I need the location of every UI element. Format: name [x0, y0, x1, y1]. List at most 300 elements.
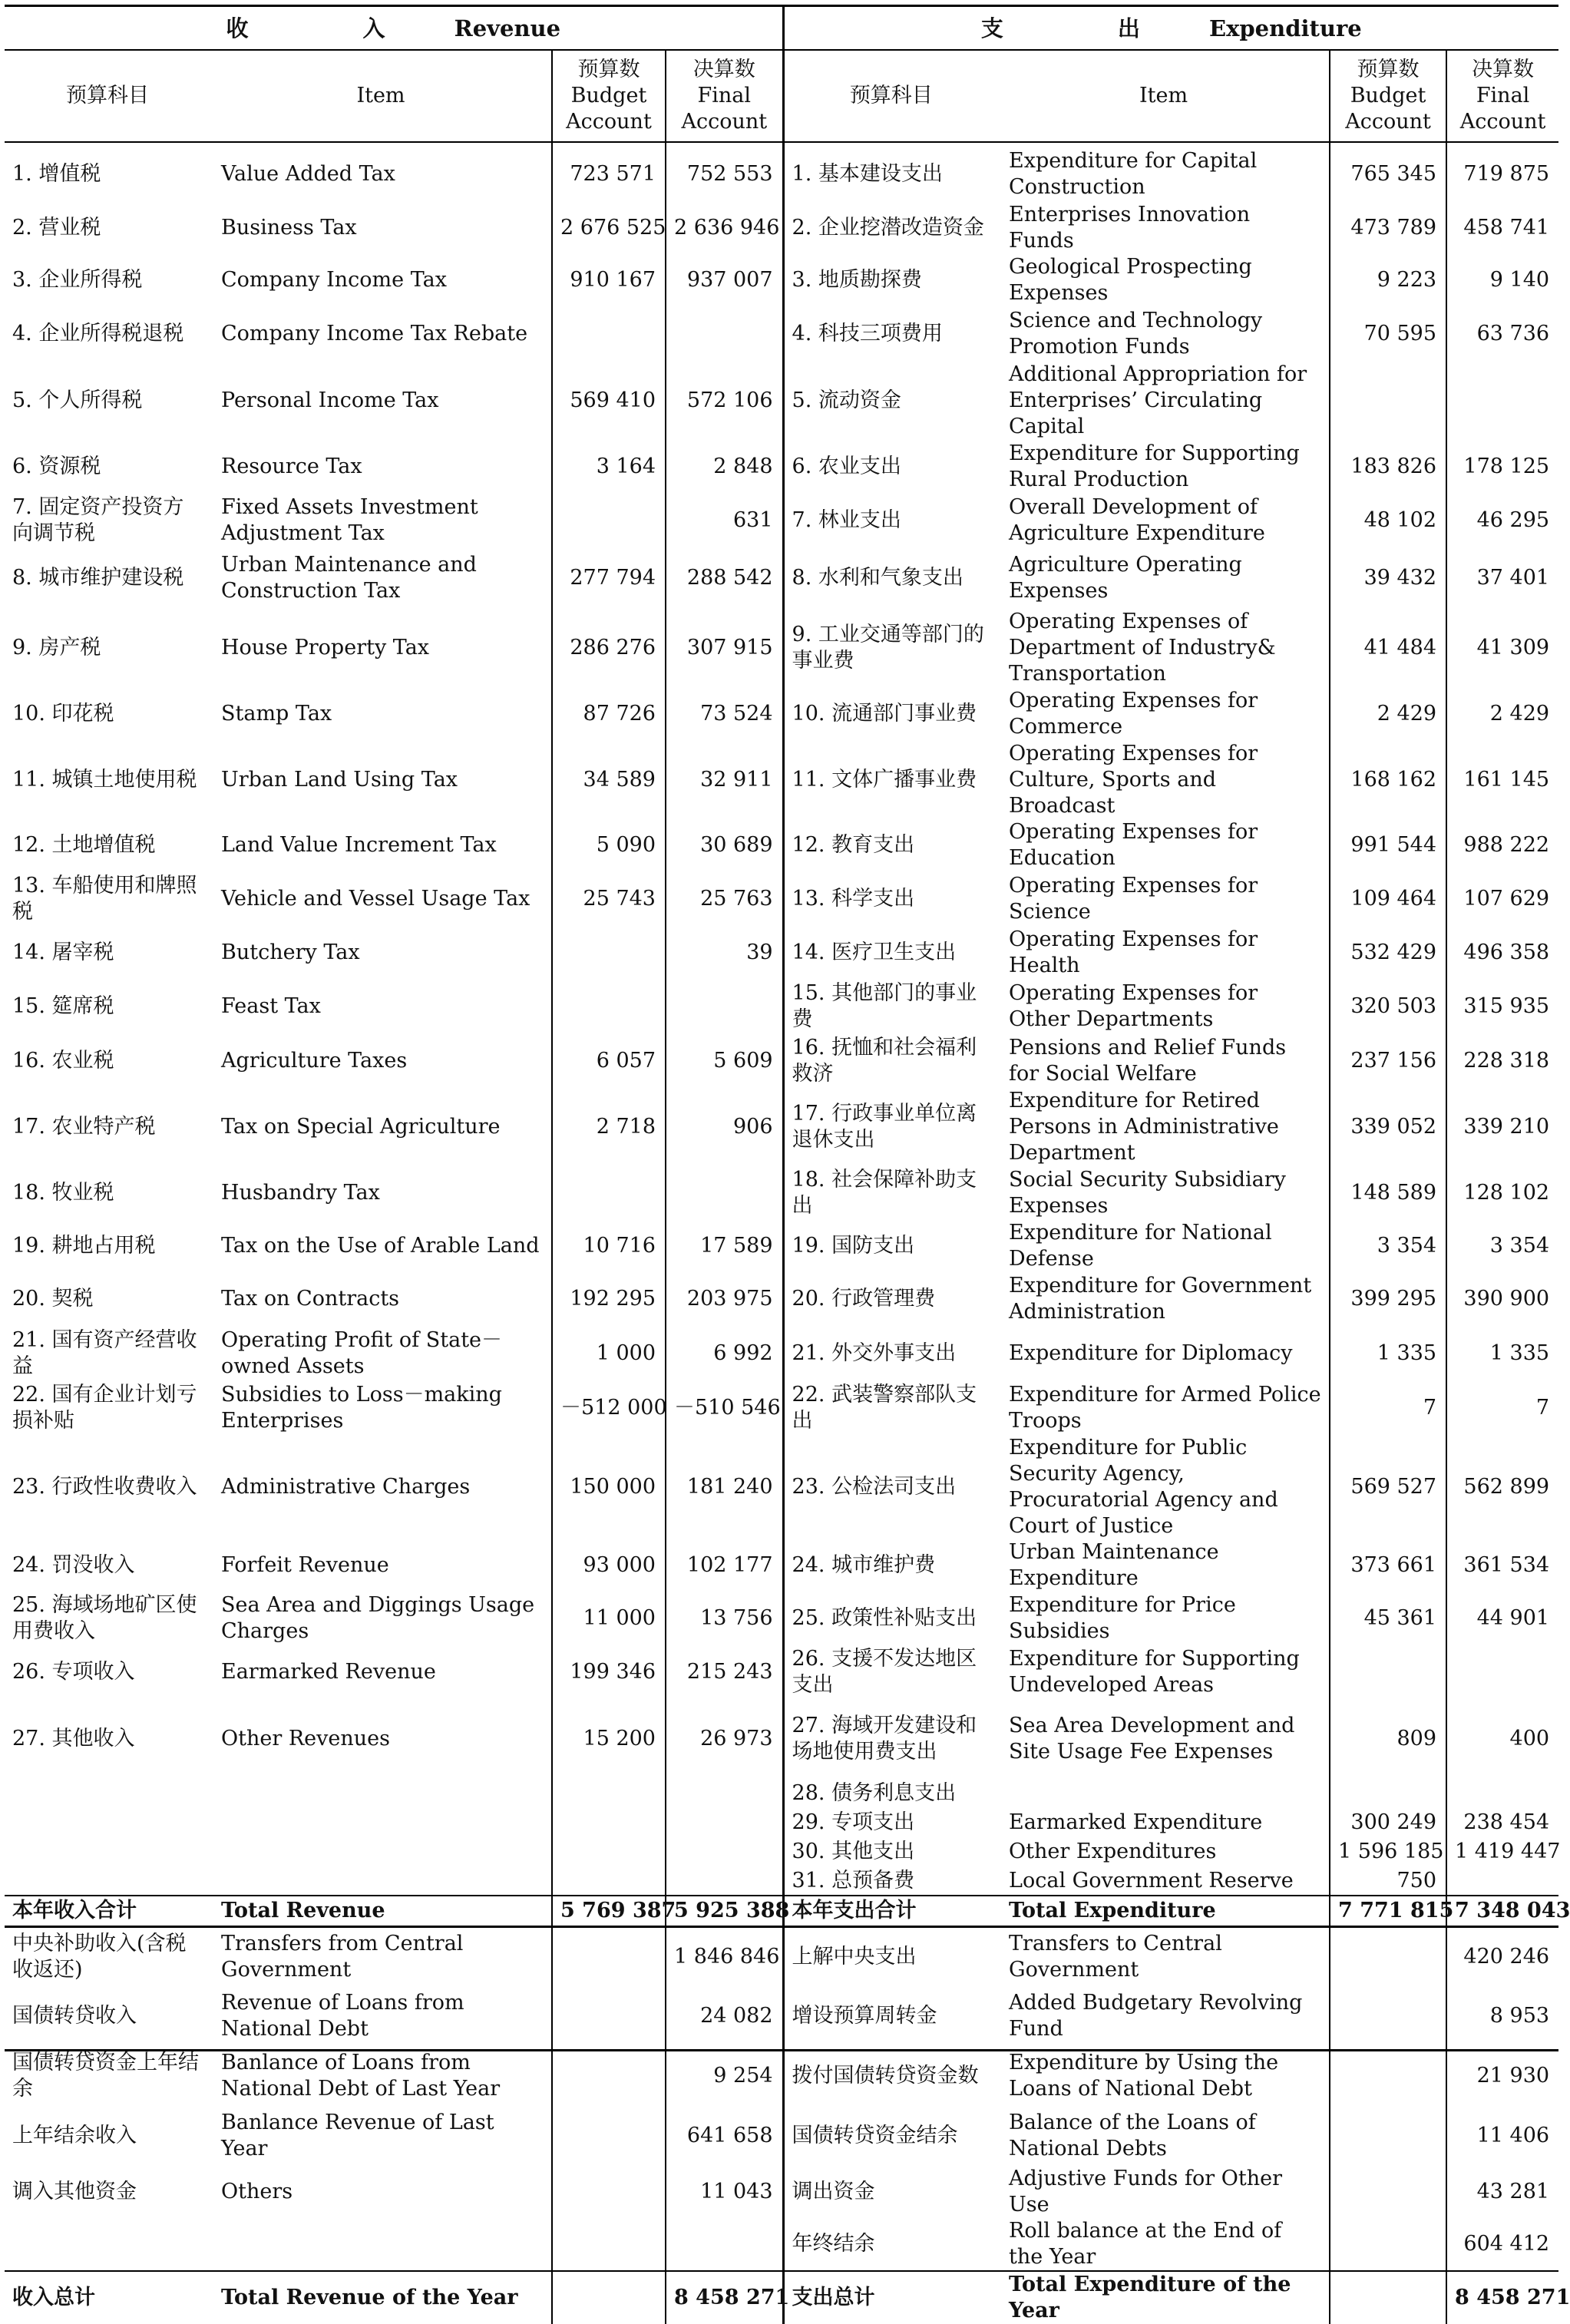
expenditure-subject: 27. 海域开发建设和场地使用费支出 [783, 1699, 998, 1779]
transfer-expenditure-budget [1330, 1986, 1446, 2046]
table-row [5, 1088, 1558, 1166]
expenditure-item: Pensions and Relief Funds for Social Welfare [1009, 1036, 1287, 1086]
expenditure-final: 361 534 [1446, 1539, 1558, 1592]
grand-expenditure-subject: 支出总计 [783, 2271, 998, 2324]
revenue-budget: 87 726 [552, 687, 666, 741]
expenditure-budget: 3 354 [1330, 1220, 1446, 1272]
grand-revenue-subject: 收入总计 [5, 2271, 210, 2324]
revenue-item: Resource Tax [221, 455, 362, 478]
revenue-budget [552, 1166, 666, 1220]
revenue-budget: 2 676 525 [552, 202, 666, 254]
expenditure-final: 2 429 [1446, 687, 1558, 741]
expenditure-budget: 373 661 [1330, 1539, 1446, 1592]
expenditure-final: 1 335 [1446, 1326, 1558, 1381]
expenditure-subject: 21. 外交外事支出 [783, 1326, 998, 1381]
revenue-item: Company Income Tax [221, 268, 447, 292]
revenue-subject: 21. 国有资产经营收益 [12, 1328, 197, 1378]
expenditure-item: Expenditure for Government Administration [1009, 1274, 1312, 1324]
revenue-subject [5, 1837, 210, 1866]
transfer-expenditure-budget [1330, 2166, 1446, 2218]
revenue-final [666, 1866, 783, 1896]
revenue-budget: 569 410 [552, 362, 666, 440]
expenditure-subject: 3. 地质勘探费 [783, 254, 998, 306]
expenditure-final: 41 309 [1446, 609, 1558, 687]
expenditure-subject: 6. 农业支出 [783, 440, 998, 494]
expenditure-final: 46 295 [1446, 494, 1558, 547]
table-body [5, 142, 1570, 2324]
revenue-final: －510 546 [666, 1381, 783, 1435]
table-row [5, 1272, 1558, 1326]
revenue-final [666, 1808, 783, 1837]
transfer-expenditure-final: 11 406 [1446, 2106, 1558, 2166]
col-final-cn: 决算数 [1472, 58, 1535, 81]
revenue-final: 26 973 [666, 1699, 783, 1779]
transfer-expenditure-item: Roll balance at the End of the Year [1009, 2219, 1282, 2269]
expenditure-budget: 45 361 [1330, 1592, 1446, 1645]
table-row [5, 687, 1558, 741]
expenditure-budget: 2 429 [1330, 687, 1446, 741]
transfer-revenue-item [210, 2218, 552, 2271]
expenditure-subject: 13. 科学支出 [783, 871, 998, 927]
expenditure-subject: 10. 流通部门事业费 [783, 687, 998, 741]
revenue-item: Company Income Tax Rebate [221, 322, 528, 345]
section-header-row [5, 7, 1558, 50]
table-row [5, 1539, 1558, 1592]
grand-revenue-budget [552, 2271, 666, 2324]
expenditure-final: 496 358 [1446, 927, 1558, 979]
revenue-item: Administrative Charges [221, 1475, 471, 1499]
table-row [5, 1779, 1558, 1808]
revenue-budget: 1 000 [552, 1326, 666, 1381]
transfer-expenditure-item: Expenditure by Using the Loans of National Debt [1009, 2051, 1279, 2101]
expenditure-budget [1330, 362, 1446, 440]
revenue-budget: 3 164 [552, 440, 666, 494]
revenue-budget: 277 794 [552, 547, 666, 609]
revenue-budget: 199 346 [552, 1645, 666, 1699]
revenue-item: Feast Tax [221, 994, 321, 1018]
expenditure-item: Operating Expenses of Department of Industry& Transportation [1009, 610, 1276, 686]
expenditure-item [998, 1779, 1330, 1808]
revenue-final [666, 306, 783, 362]
grand-expenditure-item: Total Expenditure of the Year [998, 2271, 1330, 2324]
expenditure-final: 339 210 [1446, 1088, 1558, 1166]
expenditure-final: 44 901 [1446, 1592, 1558, 1645]
expenditure-item: Expenditure for Diplomacy [1009, 1341, 1293, 1365]
expenditure-item: Local Government Reserve [1009, 1868, 1294, 1893]
table-row [5, 202, 1558, 254]
revenue-final [666, 1779, 783, 1808]
expenditure-final [1446, 362, 1558, 440]
expenditure-budget: 7 [1330, 1381, 1446, 1435]
transfer-expenditure-item: Added Budgetary Revolving Fund [1009, 1991, 1303, 2041]
table-row [5, 1166, 1558, 1220]
transfer-revenue-subject: 上年结余收入 [12, 2124, 137, 2147]
revenue-subject: 23. 行政性收费收入 [12, 1475, 197, 1499]
transfer-expenditure-subject: 调出资金 [783, 2166, 998, 2218]
revenue-budget: 723 571 [552, 147, 666, 202]
transfer-revenue-final: 24 082 [666, 1986, 783, 2046]
transfer-expenditure-final: 21 930 [1446, 2046, 1558, 2106]
revenue-final: 181 240 [666, 1435, 783, 1539]
revenue-final: 937 007 [666, 254, 783, 306]
col-item-revenue: Item [210, 50, 552, 142]
expenditure-final: 128 102 [1446, 1166, 1558, 1220]
expenditure-budget: 765 345 [1330, 147, 1446, 202]
revenue-item: Land Value Increment Tax [221, 833, 497, 857]
revenue-final: 631 [666, 494, 783, 547]
transfer-revenue-subject: 中央补助收入(含税收返还) [12, 1931, 187, 1982]
col-final-revenue [666, 50, 783, 142]
revenue-item: Subsidies to Loss－making Enterprises [221, 1383, 502, 1433]
expenditure-final: 1 419 447 [1446, 1837, 1558, 1866]
transfer-expenditure-final: 420 246 [1446, 1926, 1558, 1986]
expenditure-item: Earmarked Expenditure [1009, 1810, 1263, 1834]
col-item-expenditure: Item [998, 50, 1330, 142]
expenditure-budget: 339 052 [1330, 1088, 1446, 1166]
table-row [5, 1592, 1558, 1645]
revenue-subject: 4. 企业所得税退税 [12, 322, 184, 345]
table-row [5, 494, 1558, 547]
transfer-expenditure-item: Transfers to Central Government [1009, 1931, 1222, 1982]
expenditure-budget: 183 826 [1330, 440, 1446, 494]
revenue-subject: 14. 屠宰税 [12, 941, 114, 964]
col-final-cn: 决算数 [692, 58, 755, 81]
expenditure-subject: 18. 社会保障补助支出 [783, 1166, 998, 1220]
col-budget-expenditure [1330, 50, 1446, 142]
expenditure-subject: 31. 总预备费 [783, 1866, 998, 1896]
expenditure-item: Social Security Subsidiary Expenses [1009, 1168, 1286, 1218]
revenue-item [210, 1779, 552, 1808]
expenditure-item: Expenditure for Armed Police Troops [1009, 1383, 1321, 1433]
revenue-final [666, 1837, 783, 1866]
expenditure-item: Operating Expenses for Education [1009, 820, 1258, 870]
expenditure-budget: 237 156 [1330, 1034, 1446, 1088]
revenue-item: Butchery Tax [221, 941, 360, 964]
col-final-en: Final Account [681, 84, 768, 134]
revenue-item: Value Added Tax [221, 162, 395, 186]
table-row [5, 1381, 1558, 1435]
revenue-budget: 34 589 [552, 741, 666, 819]
transfer-row [5, 2218, 1558, 2271]
revenue-budget [552, 1779, 666, 1808]
expenditure-item: Other Expenditures [1009, 1840, 1217, 1863]
revenue-final: 288 542 [666, 547, 783, 609]
expenditure-budget: 991 544 [1330, 819, 1446, 871]
transfer-revenue-subject: 调入其他资金 [12, 2180, 137, 2203]
transfer-revenue-final: 641 658 [666, 2106, 783, 2166]
expenditure-subject: 30. 其他支出 [783, 1837, 998, 1866]
expenditure-final: 458 741 [1446, 202, 1558, 254]
revenue-final: 13 756 [666, 1592, 783, 1645]
revenue-item: Tax on Contracts [221, 1287, 400, 1311]
transfer-expenditure-budget [1330, 2106, 1446, 2166]
expenditure-budget: 168 162 [1330, 741, 1446, 819]
transfer-row [5, 2046, 1558, 2106]
expenditure-subject: 19. 国防支出 [783, 1220, 998, 1272]
expenditure-final: 719 875 [1446, 147, 1558, 202]
grand-revenue-final: 8 458 271 [666, 2271, 783, 2324]
col-budget-cn: 预算数 [1357, 58, 1420, 81]
table-row [5, 1808, 1558, 1837]
expenditure-item: Enterprises Innovation Funds [1009, 203, 1251, 253]
expenditure-final: 178 125 [1446, 440, 1558, 494]
revenue-subject: 12. 土地增值税 [12, 833, 156, 857]
expenditure-final: 9 140 [1446, 254, 1558, 306]
transfer-expenditure-final: 8 953 [1446, 1986, 1558, 2046]
expenditure-budget: 300 249 [1330, 1808, 1446, 1837]
revenue-budget: 93 000 [552, 1539, 666, 1592]
expenditure-final: 988 222 [1446, 819, 1558, 871]
revenue-final: 906 [666, 1088, 783, 1166]
expenditure-subject: 8. 水利和气象支出 [783, 547, 998, 609]
expenditure-subject: 24. 城市维护费 [783, 1539, 998, 1592]
expenditure-final: 390 900 [1446, 1272, 1558, 1326]
transfer-row [5, 1926, 1558, 1986]
expenditure-subject: 26. 支援不发达地区支出 [783, 1645, 998, 1699]
revenue-subject: 27. 其他收入 [12, 1727, 135, 1750]
expenditure-item: Expenditure for National Defense [1009, 1221, 1272, 1271]
revenue-subject: 11. 城镇土地使用税 [12, 768, 197, 792]
revenue-en-title: Revenue [454, 15, 561, 41]
expenditure-final: 3 354 [1446, 1220, 1558, 1272]
expenditure-en-title: Expenditure [1209, 15, 1362, 41]
expenditure-budget: 48 102 [1330, 494, 1446, 547]
expenditure-item: Expenditure for Public Security Agency, Procuratorial Agency and Court of Justice [1009, 1436, 1278, 1538]
transfer-revenue-item: Others [221, 2180, 293, 2203]
expenditure-final: 37 401 [1446, 547, 1558, 609]
revenue-subject: 7. 固定资产投资方向调节税 [12, 495, 184, 545]
budget-sheet [5, 5, 1570, 2322]
revenue-budget [552, 979, 666, 1034]
revenue-budget: －512 000 [552, 1381, 666, 1435]
transfer-expenditure-budget [1330, 2218, 1446, 2271]
revenue-subject: 22. 国有企业计划亏损补贴 [12, 1383, 197, 1433]
transfer-row [5, 2166, 1558, 2218]
revenue-section-header [5, 7, 783, 50]
expenditure-budget: 1 596 185 [1330, 1837, 1446, 1866]
expenditure-subject: 14. 医疗卫生支出 [783, 927, 998, 979]
expenditure-final: 315 935 [1446, 979, 1558, 1034]
revenue-final: 752 553 [666, 147, 783, 202]
expenditure-budget: 809 [1330, 1699, 1446, 1779]
transfer-revenue-subject: 国债转贷资金上年结余 [12, 2051, 199, 2101]
transfer-revenue-final: 1 846 846 [666, 1926, 783, 1986]
expenditure-section-header [783, 7, 1558, 50]
revenue-item: Vehicle and Vessel Usage Tax [221, 887, 530, 911]
revenue-subject: 10. 印花税 [12, 702, 114, 726]
revenue-item: Sea Area and Diggings Usage Charges [221, 1593, 535, 1643]
revenue-subject: 17. 农业特产税 [12, 1115, 156, 1139]
revenue-subject: 19. 耕地占用税 [12, 1234, 156, 1258]
table-row [5, 147, 1558, 202]
transfer-revenue-final [666, 2218, 783, 2271]
column-header-row [5, 50, 1558, 142]
expenditure-budget: 70 595 [1330, 306, 1446, 362]
revenue-budget: 10 716 [552, 1220, 666, 1272]
revenue-item: Forfeit Revenue [221, 1553, 389, 1577]
expenditure-subject: 9. 工业交通等部门的事业费 [783, 609, 998, 687]
transfer-expenditure-subject: 国债转贷资金结余 [783, 2106, 998, 2166]
expenditure-budget: 109 464 [1330, 871, 1446, 927]
revenue-final: 215 243 [666, 1645, 783, 1699]
expenditure-item: Operating Expenses for Other Departments [1009, 981, 1258, 1031]
table-row [5, 741, 1558, 819]
revenue-budget [552, 1808, 666, 1837]
expenditure-subject: 15. 其他部门的事业费 [783, 979, 998, 1034]
revenue-final: 572 106 [666, 362, 783, 440]
revenue-subject: 9. 房产税 [12, 636, 101, 660]
revenue-item: Tax on the Use of Arable Land [221, 1234, 540, 1258]
revenue-budget [552, 927, 666, 979]
expenditure-subject: 25. 政策性补贴支出 [783, 1592, 998, 1645]
revenue-item [210, 1808, 552, 1837]
table-row [5, 1866, 1558, 1896]
expenditure-subject: 1. 基本建设支出 [783, 147, 998, 202]
expenditure-item: Additional Appropriation for Enterprises’ Circulating Capital [1009, 362, 1307, 438]
revenue-final: 102 177 [666, 1539, 783, 1592]
transfer-revenue-budget [552, 2218, 666, 2271]
table-row [5, 1699, 1558, 1779]
revenue-final: 203 975 [666, 1272, 783, 1326]
transfer-revenue-item: Banlance of Loans from National Debt of Last Year [221, 2051, 501, 2101]
transfer-revenue-subject: 国债转贷收入 [12, 2004, 137, 2028]
revenue-subject: 3. 企业所得税 [12, 268, 143, 292]
transfer-revenue-final: 11 043 [666, 2166, 783, 2218]
transfer-revenue-budget [552, 2106, 666, 2166]
transfer-expenditure-subject: 上解中央支出 [783, 1926, 998, 1986]
expenditure-subject: 7. 林业支出 [783, 494, 998, 547]
transfer-row [5, 2106, 1558, 2166]
revenue-final: 25 763 [666, 871, 783, 927]
expenditure-item: Expenditure for Price Subsidies [1009, 1593, 1236, 1643]
revenue-final: 32 911 [666, 741, 783, 819]
transfer-expenditure-subject: 增设预算周转金 [783, 1986, 998, 2046]
revenue-subject [5, 1866, 210, 1896]
transfer-row [5, 1986, 1558, 2046]
revenue-item [210, 1837, 552, 1866]
revenue-subject [5, 1808, 210, 1837]
total-expenditure-final: 7 348 043 [1446, 1896, 1558, 1926]
total-revenue-subject: 本年收入合计 [5, 1896, 210, 1926]
grand-expenditure-final: 8 458 271 [1446, 2271, 1558, 2324]
revenue-subject: 13. 车船使用和牌照税 [12, 874, 197, 924]
transfer-revenue-item: Revenue of Loans from National Debt [221, 1991, 464, 2041]
table-row [5, 1034, 1558, 1088]
revenue-subject: 2. 营业税 [12, 216, 101, 240]
expenditure-final: 7 [1446, 1381, 1558, 1435]
transfer-expenditure-final: 43 281 [1446, 2166, 1558, 2218]
budget-table [5, 7, 1570, 2324]
table-row [5, 440, 1558, 494]
revenue-subject: 20. 契税 [12, 1287, 94, 1311]
table-row [5, 1326, 1558, 1381]
revenue-budget: 286 276 [552, 609, 666, 687]
revenue-budget: 5 090 [552, 819, 666, 871]
total-revenue-budget: 5 769 387 [552, 1896, 666, 1926]
transfer-revenue-budget [552, 1986, 666, 2046]
expenditure-final: 63 736 [1446, 306, 1558, 362]
revenue-final: 6 992 [666, 1326, 783, 1381]
grand-revenue-item: Total Revenue of the Year [210, 2271, 552, 2324]
revenue-budget: 15 200 [552, 1699, 666, 1779]
expenditure-subject: 4. 科技三项费用 [783, 306, 998, 362]
expenditure-final: 400 [1446, 1699, 1558, 1779]
table-row [5, 609, 1558, 687]
transfer-revenue-item: Banlance Revenue of Last Year [221, 2111, 494, 2160]
table-row [5, 819, 1558, 871]
transfer-expenditure-subject: 拨付国债转贷资金数 [783, 2046, 998, 2106]
revenue-subject: 5. 个人所得税 [12, 388, 143, 412]
expenditure-subject: 11. 文体广播事业费 [783, 741, 998, 819]
expenditure-item: Expenditure for Supporting Undeveloped Areas [1009, 1647, 1300, 1697]
grand-total-row [5, 2271, 1558, 2324]
transfer-revenue-budget [552, 1926, 666, 1986]
col-budget-en: Budget Account [566, 84, 652, 134]
transfer-revenue-budget [552, 2046, 666, 2106]
expenditure-cn-title: 支 出 [980, 15, 1186, 41]
table-row [5, 254, 1558, 306]
revenue-item: Earmarked Revenue [221, 1660, 436, 1684]
revenue-cn-title: 收 入 [226, 15, 431, 41]
expenditure-subject: 20. 行政管理费 [783, 1272, 998, 1326]
revenue-final: 17 589 [666, 1220, 783, 1272]
revenue-subject: 6. 资源税 [12, 455, 101, 478]
transfer-revenue-budget [552, 2166, 666, 2218]
revenue-item: Urban Maintenance and Construction Tax [221, 553, 477, 603]
expenditure-subject: 16. 抚恤和社会福利救济 [783, 1034, 998, 1088]
col-subject-expenditure: 预算科目 [783, 50, 998, 142]
revenue-final: 73 524 [666, 687, 783, 741]
expenditure-budget: 148 589 [1330, 1166, 1446, 1220]
expenditure-final: 107 629 [1446, 871, 1558, 927]
table-row [5, 547, 1558, 609]
table-row [5, 306, 1558, 362]
revenue-item [210, 1866, 552, 1896]
expenditure-final: 228 318 [1446, 1034, 1558, 1088]
transfer-expenditure-budget [1330, 1926, 1446, 1986]
col-final-en: Final Account [1459, 84, 1546, 134]
transfer-expenditure-final: 604 412 [1446, 2218, 1558, 2271]
total-expenditure-budget: 7 771 815 [1330, 1896, 1446, 1926]
expenditure-subject: 22. 武装警察部队支出 [783, 1381, 998, 1435]
revenue-final: 2 848 [666, 440, 783, 494]
expenditure-budget: 9 223 [1330, 254, 1446, 306]
total-row [5, 1896, 1558, 1926]
revenue-budget: 25 743 [552, 871, 666, 927]
total-expenditure-item: Total Expenditure [998, 1896, 1330, 1926]
revenue-budget: 150 000 [552, 1435, 666, 1539]
expenditure-subject: 28. 债务利息支出 [783, 1779, 998, 1808]
expenditure-subject: 2. 企业挖潜改造资金 [783, 202, 998, 254]
total-revenue-item: Total Revenue [210, 1896, 552, 1926]
revenue-budget [552, 1837, 666, 1866]
expenditure-budget: 41 484 [1330, 609, 1446, 687]
revenue-subject: 15. 筵席税 [12, 994, 114, 1018]
expenditure-budget [1330, 1779, 1446, 1808]
transfer-expenditure-subject: 年终结余 [783, 2218, 998, 2271]
expenditure-item: Expenditure for Retired Persons in Administrative Department [1009, 1089, 1279, 1165]
revenue-final: 30 689 [666, 819, 783, 871]
expenditure-item: Urban Maintenance Expenditure [1009, 1540, 1219, 1590]
col-final-expenditure [1446, 50, 1558, 142]
revenue-subject: 1. 增值税 [12, 162, 101, 186]
expenditure-subject: 29. 专项支出 [783, 1808, 998, 1837]
revenue-budget [552, 494, 666, 547]
expenditure-item: Science and Technology Promotion Funds [1009, 309, 1263, 359]
col-subject-revenue: 预算科目 [5, 50, 210, 142]
transfer-expenditure-item: Balance of the Loans of National Debts [1009, 2111, 1256, 2160]
revenue-item: Stamp Tax [221, 702, 332, 726]
